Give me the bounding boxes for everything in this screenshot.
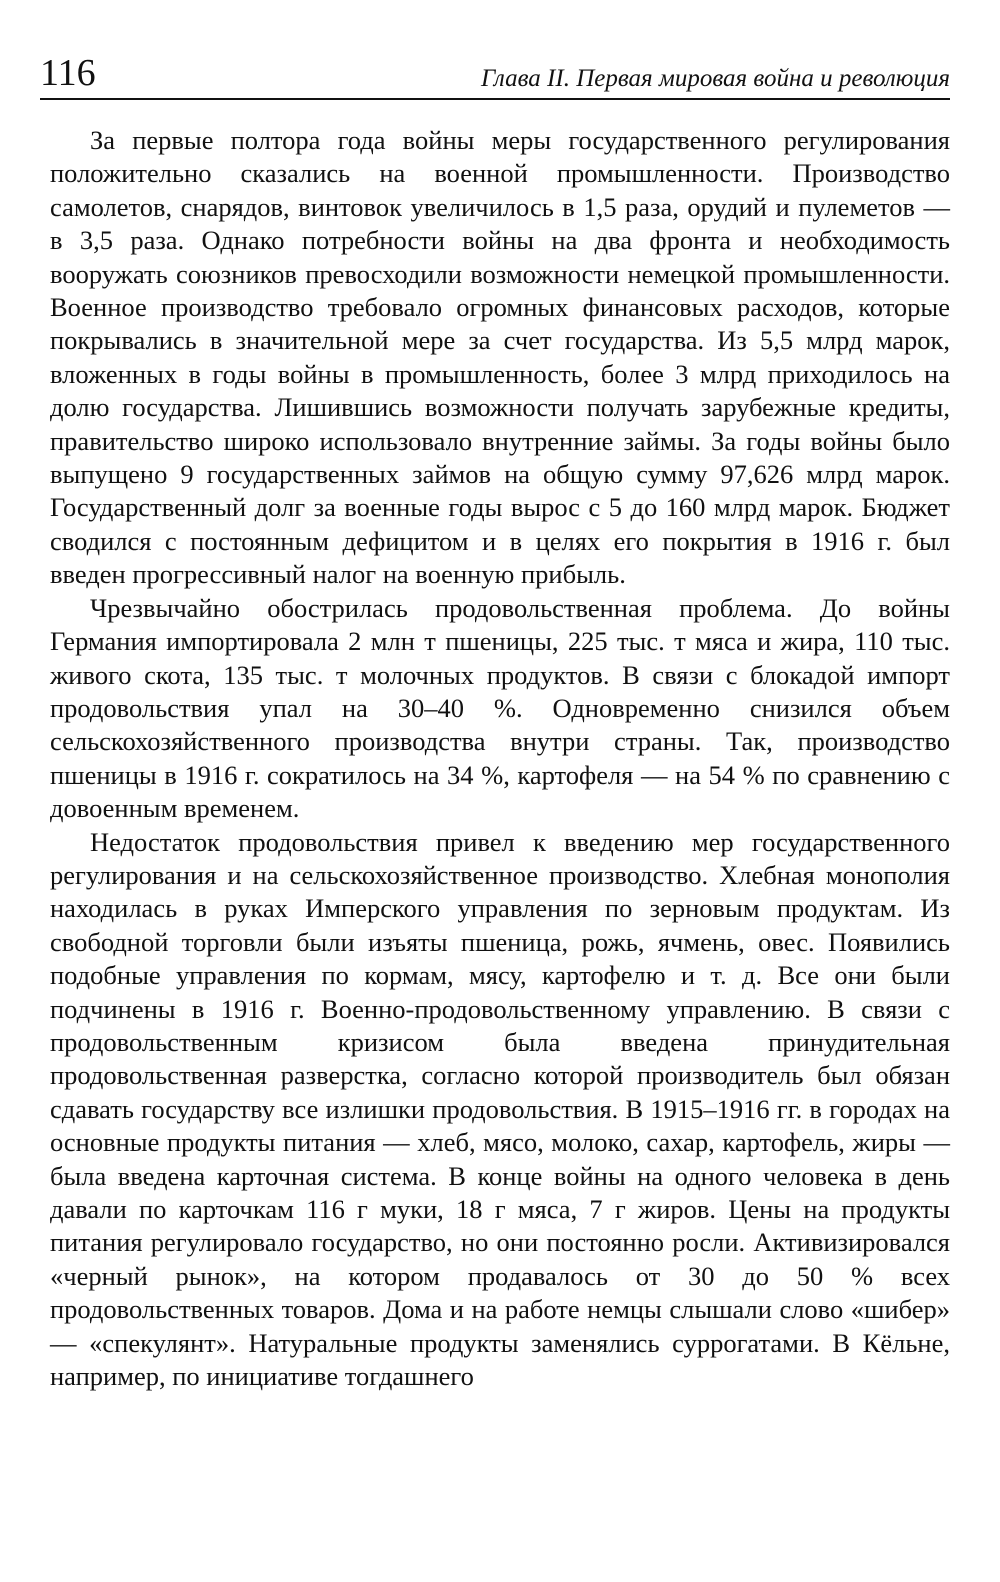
running-header (40, 52, 950, 100)
paragraph: Чрезвычайно обострилась продовольственная проблема. До войны Германия импортировала 2 млн т пшеницы, 225 тыс. т мяса и жира, 110 тыс. живого скота, 135 тыс. т молочных продуктов. В связи с блокадой импорт продовольствия упал на 30–40 %. Одновременно снизился объем сельскохозяйственного производства внутри страны. Так, производство пшеницы в 1916 г. сократилось на 34 %, картофеля — на 54 % по сравнению с довоенным временем. (50, 592, 950, 824)
paragraph: За первые полтора года войны меры государственного регулирования положительно сказались на военной промышленности. Производство самолетов, снарядов, винтовок увеличилось в 1,5 раза, орудий и пулеметов — в 3,5 раза. Однако потребности войны на два фронта и необходимость вооружать союзников превосходили возможности немецкой промышленности. Военное производство требовало огромных финансовых расходов, которые покрывались в значительной мере за счет государства. Из 5,5 млрд марок, вложенных в годы войны в промышленность, более 3 млрд приходилось на долю государства. Лишившись возможности получать зарубежные кредиты, правительство широко использовало внутренние займы. За годы войны было выпущено 9 государственных займов на общую сумму 97,626 млрд марок. Государственный долг за военные годы вырос с 5 до 160 млрд марок. Бюджет сводился с постоянным дефицитом и в целях его покрытия в 1916 г. был введен прогрессивный налог на военную прибыль. (50, 125, 950, 590)
page-number: 116 (40, 52, 96, 94)
paragraph: Недостаток продовольствия привел к введению мер государственного регулирования и на сельскохозяйственное производство. Хлебная монополия находилась в руках Имперского управления по зерновым продуктам. Из свободной торговли были изъяты пшеница, рожь, ячмень, овес. Появились подобные управления по кормам, мясу, картофелю и т. д. Все они были подчинены в 1916 г. Военно-продовольственному управлению. В связи с продовольственным кризисом была введена принудительная продовольственная разверстка, согласно которой производитель был обязан сдавать государству все излишки продовольствия. В 1915–1916 гг. в городах на основные продукты питания — хлеб, мясо, молоко, сахар, картофель, жиры — была введена карточная система. В конце войны на одного человека в день давали по карточкам 116 г муки, 18 г мяса, 7 г жиров. Цены на продукты питания регулировало государство, но они постоянно росли. Активизировался «черный рынок», на котором продавалось от 30 до 50 % всех продовольственных товаров. Дома и на работе немцы слышали слово «шибер» — «спекулянт». Натуральные продукты заменялись суррогатами. В Кёльне, например, по инициативе тогдашнего (50, 826, 950, 1392)
body-text (50, 124, 950, 1393)
chapter-title: Глава II. Первая мировая война и революция (481, 65, 950, 92)
